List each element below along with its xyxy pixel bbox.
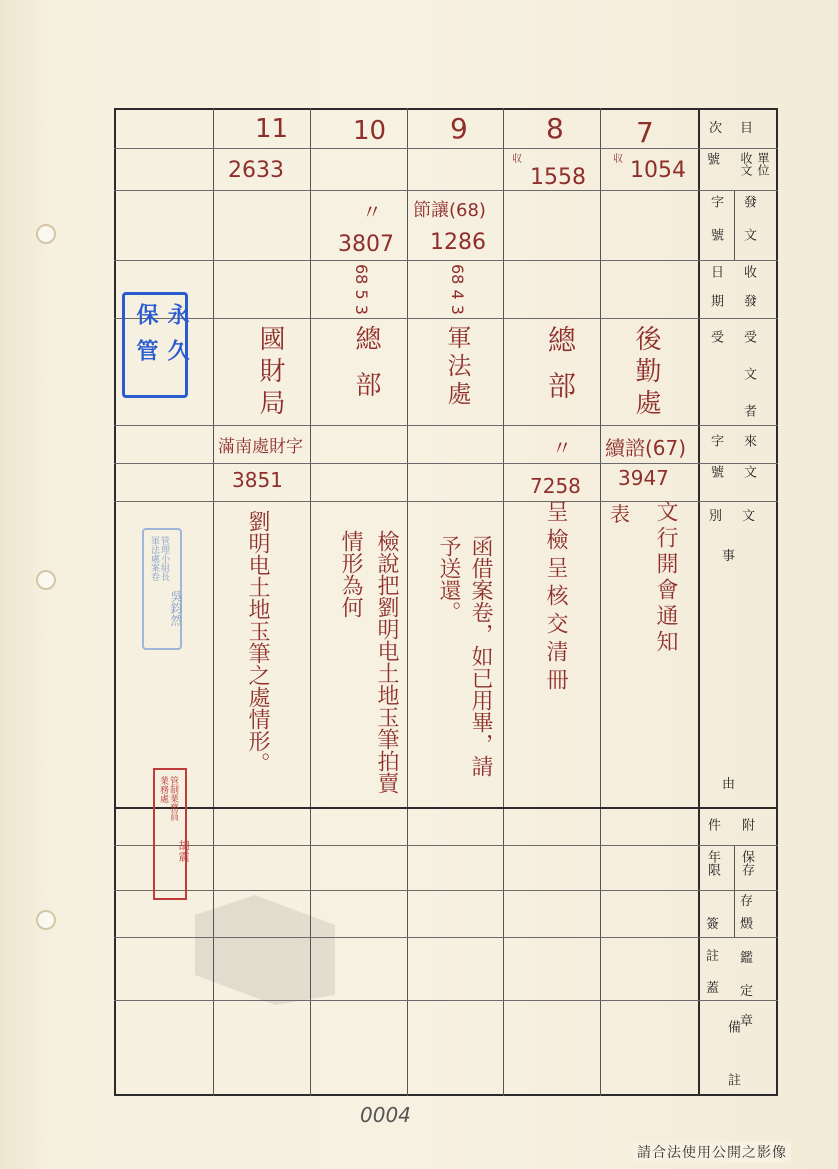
entry-8-laiwen-zi: 〃	[552, 436, 572, 460]
header-divider	[698, 108, 700, 1096]
entry-9-number: 9	[450, 112, 468, 145]
row-line	[114, 937, 778, 938]
entry-8-subject: 呈檢呈核交清冊	[543, 500, 568, 696]
header-cun: 存	[740, 894, 754, 909]
header-mu: 目	[740, 121, 754, 136]
column-divider	[503, 108, 504, 1096]
row-line	[114, 1000, 778, 1001]
header-jian2: 鑑	[740, 951, 754, 966]
entry-7-receive-no: 1054	[630, 158, 686, 183]
entry-8-sender: 總部	[544, 325, 577, 417]
header-nianxian: 年限	[705, 850, 720, 876]
row-line	[114, 890, 778, 891]
entry-10-fawen-zi: 〃	[362, 200, 382, 224]
punch-hole	[36, 910, 56, 930]
header-shou-laiwen: 受	[708, 330, 723, 375]
header-subdivider	[734, 190, 735, 260]
header-zhang: 章	[740, 1014, 754, 1029]
row-line	[114, 807, 778, 809]
entry-7-laiwen-type: 表	[610, 502, 630, 526]
entry-10-date: 68 5 3	[352, 264, 371, 315]
entry-7-number: 7	[636, 116, 654, 149]
entry-10-receiver: 總部	[351, 325, 381, 417]
entry-9-date: 68 4 3	[448, 264, 467, 315]
entry-10-fawen-no: 3807	[338, 232, 394, 257]
archive-manager-stamp: 軍法處案卷 管理小組長 吳鈞然	[142, 528, 182, 650]
entry-10-subject: 檢說把劉明电土地玉筆拍賣情形為何	[338, 530, 399, 794]
header-jihao: 號	[704, 152, 719, 165]
entry-8-receive-no: 1558	[530, 165, 586, 190]
punch-hole	[36, 224, 56, 244]
header-qian: 簽	[706, 917, 720, 932]
header-shi: 事	[722, 549, 736, 564]
header-zhu: 註	[706, 949, 720, 964]
entry-7-subject: 文行開會通知	[653, 500, 678, 656]
row-line	[114, 845, 778, 846]
column-divider	[407, 108, 408, 1096]
header-subdivider	[734, 845, 735, 937]
entry-11-laiwen-no: 3851	[232, 468, 283, 492]
page-number: 0004	[360, 1103, 411, 1127]
header-hui: 燬	[740, 917, 754, 932]
header-fu: 附	[739, 818, 754, 831]
header-shouwen: 收文	[739, 152, 753, 176]
header-danwei: 單位	[756, 152, 770, 176]
entry-9-receiver: 軍法處	[443, 325, 471, 409]
entry-7-receive-prefix: 収	[613, 154, 623, 165]
permanent-storage-stamp: 永久保管	[122, 292, 188, 398]
header-ci: 次	[709, 121, 723, 136]
header-wen: 文	[742, 509, 756, 524]
column-divider	[213, 108, 214, 1096]
entry-11-sender: 國財局	[255, 325, 285, 421]
entry-9-fawen-no: 1286	[430, 230, 486, 255]
red-official-seal: 業務處 管制業務員 胡震	[153, 768, 187, 900]
row-line	[114, 148, 778, 149]
header-ding: 定	[740, 984, 754, 999]
entry-7-laiwen-zi: 續諮(67)	[605, 436, 687, 460]
column-divider	[600, 108, 601, 1096]
header-laiwen-zi: 字號	[708, 434, 723, 496]
entry-11-laiwen-zi: 滿南處財字	[218, 437, 303, 457]
entry-9-subject: 函借案卷，如已用畢，請予送還。	[436, 535, 493, 777]
row-line	[114, 463, 778, 464]
entry-11-receive-no: 2633	[228, 158, 284, 183]
usage-watermark: 請合法使用公開之影像	[633, 1141, 791, 1163]
header-laiwen: 受文者	[741, 330, 756, 441]
entry-11-subject: 劉明电土地玉筆之處情形。	[245, 510, 270, 774]
header-baocun: 保存	[739, 850, 754, 876]
header-fawen: 發文	[741, 195, 756, 261]
row-line	[114, 425, 778, 426]
entry-10-number: 10	[353, 116, 387, 146]
header-laiwen: 來文	[741, 434, 756, 496]
row-line	[114, 318, 778, 319]
header-fawen-zi: 字號	[708, 195, 723, 261]
header-you: 由	[722, 777, 736, 792]
punch-hole	[36, 570, 56, 590]
header-gai: 蓋	[706, 981, 720, 996]
entry-7-sender: 後勤處	[631, 325, 661, 421]
header-beizhu: 備註	[725, 1020, 740, 1126]
column-divider	[310, 108, 311, 1096]
header-bie: 別	[709, 509, 723, 524]
entry-11-number: 11	[255, 114, 289, 144]
header-shoufa: 收發	[741, 265, 756, 323]
entry-8-number: 8	[546, 112, 564, 145]
entry-7-laiwen-no: 3947	[618, 466, 669, 490]
header-riqi: 日期	[708, 265, 723, 323]
entry-8-laiwen-no: 7258	[530, 474, 581, 498]
entry-9-fawen-zi: 節讓(68)	[413, 200, 486, 221]
entry-8-receive-prefix: 収	[512, 154, 522, 165]
row-line	[114, 260, 778, 261]
header-jian: 件	[705, 818, 720, 831]
row-line	[114, 190, 778, 191]
